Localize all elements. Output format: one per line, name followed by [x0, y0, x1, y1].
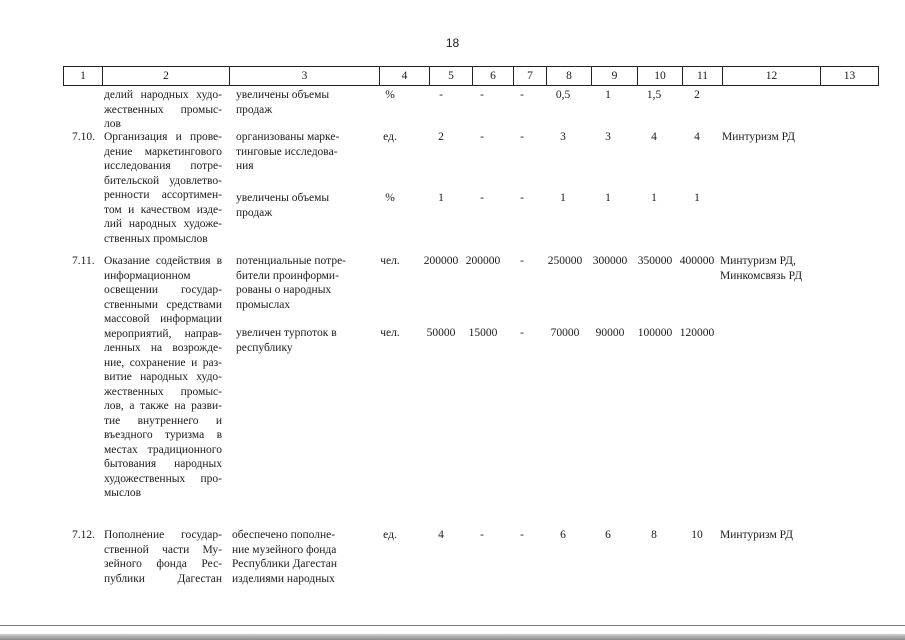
column-number-2: 2 — [103, 67, 230, 86]
name-line: лов — [104, 118, 121, 130]
value-col6: - — [480, 529, 484, 541]
value-col10: 100000 — [637, 327, 673, 339]
value-col9: 1 — [605, 192, 611, 204]
name-line: информационном — [104, 269, 191, 282]
result-text — [236, 326, 337, 355]
column-header-row — [63, 66, 879, 86]
result-line: увеличены объемы — [236, 192, 330, 204]
name-line: ственных промыслов — [104, 232, 208, 245]
value-col11: 400000 — [679, 255, 715, 267]
name-line: ренности ассортимен- — [104, 189, 222, 201]
name-line: Организация и прове- — [104, 131, 222, 143]
row-number: 7.10. — [72, 131, 95, 143]
name-line: жественных промыс- — [104, 385, 222, 398]
result-line: потенциальные потре- — [236, 255, 346, 267]
row-continued-name — [104, 88, 222, 132]
value-col5: 1 — [438, 192, 444, 204]
name-line: ственными средствами — [104, 298, 222, 311]
value-col6: 15000 — [468, 327, 498, 339]
result-text — [236, 130, 339, 174]
name-line: ственной части Му- — [104, 543, 222, 556]
column-number-13: 13 — [821, 67, 879, 86]
value-col8: 3 — [560, 131, 566, 143]
responsible-org: Минтуризм РД — [720, 529, 793, 541]
value-col9: 3 — [605, 131, 611, 143]
name-line: делий народных худо- — [104, 89, 222, 101]
name-line: дение маркетингового — [104, 145, 222, 158]
result-line: бители проинформи- — [236, 269, 339, 282]
value-col11: 10 — [691, 529, 703, 541]
value-col7: - — [520, 255, 524, 267]
value-col9: 90000 — [595, 327, 625, 339]
unit-cell: чел. — [380, 255, 400, 267]
value-col10: 1 — [651, 192, 657, 204]
name-line: публики Дагестан — [104, 572, 222, 585]
name-line: бытования народных — [104, 458, 222, 470]
value-col5: 200000 — [423, 255, 459, 267]
result-line: республику — [236, 341, 293, 354]
value-col5: 2 — [438, 131, 444, 143]
column-number-1: 1 — [64, 67, 103, 86]
result-text — [232, 528, 337, 586]
name-line: ние, сохранение и раз- — [104, 356, 222, 369]
column-number-7: 7 — [514, 67, 547, 86]
result-text — [236, 254, 346, 312]
name-line: жественных промыс- — [104, 103, 222, 116]
value-col8: 0,5 — [555, 89, 571, 101]
row-name — [104, 130, 222, 246]
result-line: организованы марке- — [236, 131, 340, 143]
value-col5: 50000 — [426, 327, 456, 339]
value-col6: - — [480, 192, 484, 204]
unit-cell: % — [385, 192, 395, 204]
name-line: тие внутреннего и — [104, 414, 222, 427]
name-line: художественных про- — [104, 472, 222, 485]
column-number-6: 6 — [473, 67, 514, 86]
responsible-org — [720, 254, 802, 283]
value-col8: 1 — [560, 192, 566, 204]
value-col8: 70000 — [550, 327, 580, 339]
result-line: продаж — [236, 103, 273, 116]
unit-cell: ед. — [383, 131, 397, 143]
name-line: массовой информации — [104, 313, 222, 325]
result-line: ния — [236, 160, 254, 172]
name-line: том и качеством изде- — [104, 203, 222, 216]
value-col7: - — [520, 131, 524, 143]
value-col11: 4 — [694, 131, 700, 143]
value-col10: 4 — [651, 131, 657, 143]
name-line: лов, а также на разви- — [104, 400, 222, 412]
value-col5: 4 — [438, 529, 444, 541]
value-col8: 6 — [560, 529, 566, 541]
value-col6: 200000 — [465, 255, 501, 267]
column-number-11: 11 — [683, 67, 723, 86]
value-col7: - — [520, 327, 524, 339]
responsible-line: Минтуризм РД, — [720, 255, 796, 267]
responsible-org: Минтуризм РД — [722, 131, 795, 143]
result-line: рованы о народных — [236, 284, 332, 296]
column-number-5: 5 — [430, 67, 473, 86]
page-number: 18 — [445, 36, 460, 50]
value-col6: - — [480, 89, 484, 101]
result-line: обеспечено пополне- — [232, 529, 336, 541]
unit-cell: % — [385, 89, 395, 101]
result-text — [236, 88, 329, 117]
scan-divider — [0, 625, 905, 626]
column-number-3: 3 — [230, 67, 380, 86]
result-line: промыслах — [236, 298, 291, 311]
result-line: увеличен турпоток в — [236, 327, 337, 339]
value-col6: - — [480, 131, 484, 143]
column-number-12: 12 — [723, 67, 821, 86]
result-line: Республики Дагестан — [232, 558, 337, 570]
responsible-line: Минкомсвязь РД — [720, 269, 803, 282]
value-col10: 8 — [651, 529, 657, 541]
row-name — [104, 254, 222, 501]
value-col7: - — [520, 529, 524, 541]
value-col9: 1 — [605, 89, 611, 101]
name-line: зейного фонда Рес- — [104, 558, 222, 570]
result-line: изделиями народных — [232, 572, 335, 585]
value-col8: 250000 — [547, 255, 583, 267]
name-line: исследования потре- — [104, 160, 222, 172]
unit-cell: чел. — [380, 327, 400, 339]
column-number-9: 9 — [592, 67, 638, 86]
value-col10: 350000 — [637, 255, 673, 267]
name-line: лий народных художе- — [104, 218, 222, 230]
value-col7: - — [520, 192, 524, 204]
value-col11: 2 — [694, 89, 700, 101]
name-line: Пополнение государ- — [104, 529, 222, 541]
value-col7: - — [520, 89, 524, 101]
scan-edge — [0, 634, 905, 640]
row-number: 7.11. — [72, 255, 95, 267]
name-line: мыслов — [104, 487, 142, 499]
name-line: Оказание содействия в — [104, 255, 222, 267]
column-number-4: 4 — [380, 67, 430, 86]
result-line: продаж — [236, 206, 273, 219]
column-number-8: 8 — [547, 67, 592, 86]
name-line: въездного туризма в — [104, 429, 222, 441]
column-number-10: 10 — [638, 67, 683, 86]
row-name — [104, 528, 222, 586]
value-col10: 1,5 — [646, 89, 662, 101]
unit-cell: ед. — [383, 529, 397, 541]
name-line: витие народных худо- — [104, 371, 222, 383]
value-col9: 6 — [605, 529, 611, 541]
name-line: ленных на возрожде- — [104, 342, 222, 354]
row-number: 7.12. — [72, 529, 95, 541]
name-line: освещении государ- — [104, 284, 222, 296]
result-text — [236, 191, 329, 220]
result-line: тинговые исследова- — [236, 145, 338, 158]
value-col5: - — [439, 89, 443, 101]
result-line: ние музейного фонда — [232, 543, 337, 556]
name-line: мероприятий, направ- — [104, 327, 222, 340]
value-col11: 120000 — [679, 327, 715, 339]
value-col11: 1 — [694, 192, 700, 204]
result-line: увеличены объемы — [236, 89, 330, 101]
name-line: местах традиционного — [104, 443, 222, 456]
name-line: бительской удовлетво- — [104, 174, 222, 187]
value-col9: 300000 — [592, 255, 628, 267]
